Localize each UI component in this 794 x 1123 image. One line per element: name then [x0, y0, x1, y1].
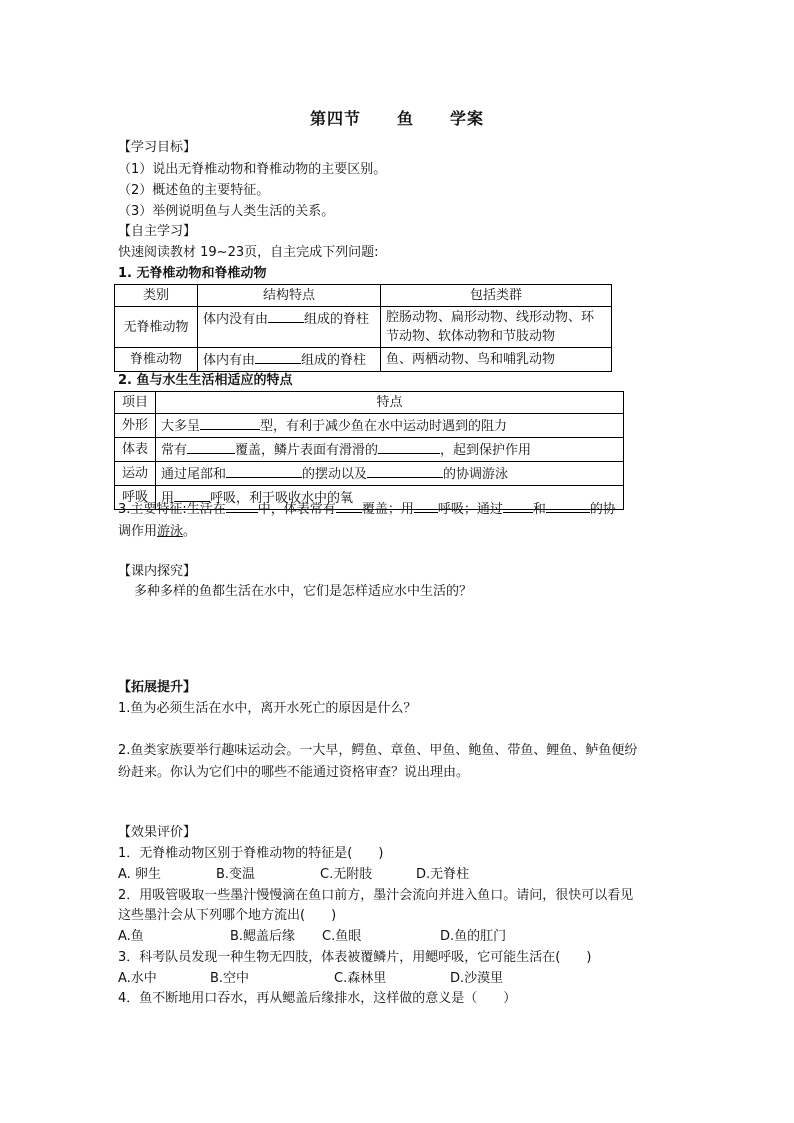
extend-question-1: 1.鱼为必须生活在水中，离开水死亡的原因是什么？: [118, 701, 417, 716]
feature-text: 通过尾部和: [161, 467, 227, 482]
fill-in-blank[interactable]: [414, 498, 438, 513]
fill-in-blank[interactable]: [378, 439, 440, 454]
option-d[interactable]: D.鱼的肛门: [440, 929, 507, 944]
fill-in-blank[interactable]: [187, 439, 235, 454]
table-cell-item: 体表: [115, 438, 156, 462]
title-topic: 鱼: [396, 109, 414, 128]
table-header: 类别: [115, 285, 198, 307]
table-cell-feature: [198, 348, 381, 372]
table-cell-item: 呼吸: [115, 486, 156, 510]
feature-text: 的摆动以及: [302, 467, 368, 482]
feature-text: 常有: [161, 443, 188, 458]
table-header: 特点: [156, 392, 624, 414]
fill-in-blank[interactable]: [268, 308, 304, 323]
option-b[interactable]: B.变温: [216, 867, 256, 882]
option-b[interactable]: B.空中: [210, 971, 250, 986]
evaluation-heading: 【效果评价】: [118, 825, 197, 840]
question-1-title: 1. 无脊椎动物和脊椎动物: [118, 266, 267, 281]
q3-text: 覆盖；用: [361, 502, 414, 517]
goals-heading: 【学习目标】: [118, 140, 197, 155]
feature-text: 的协调游泳: [443, 467, 509, 482]
option-a[interactable]: A.鱼: [118, 929, 144, 944]
question-2-title: 2. 鱼与水生生活相适应的特点: [118, 373, 293, 388]
table-row: [115, 414, 624, 438]
evaluation-question-4: 4．鱼不断地用口吞水，再从鳃盖后缘排水，这样做的意义是（ ）: [118, 991, 517, 1006]
q3-text: 的协: [589, 502, 616, 517]
question-3-main-features: [118, 498, 678, 543]
option-a[interactable]: A. 卵生: [118, 867, 161, 882]
feature-text: 型，有利于减少鱼在水中运动时遇到的阻力: [260, 419, 508, 434]
fish-adaptation-table: [114, 391, 624, 510]
table-cell-category: 无脊椎动物: [115, 307, 198, 348]
table-cell-item: 外形: [115, 414, 156, 438]
feature-text: 用: [161, 491, 175, 506]
table-cell-item: 运动: [115, 462, 156, 486]
table-cell-feature: [198, 307, 381, 348]
feature-text: 覆盖，鳞片表面有滑滑的: [235, 443, 379, 458]
feature-text: 体内没有由: [203, 312, 269, 327]
self-study-intro: 快速阅读教材 19~23页，自主完成下列问题:: [118, 245, 379, 260]
table-row: [115, 438, 624, 462]
table-cell-groups: 鱼、两栖动物、鸟和哺乳动物: [381, 348, 612, 372]
table-row: [115, 307, 612, 348]
evaluation-question-2-line-2: 这些墨汁会从下列哪个地方流出( ): [118, 908, 337, 923]
table-row: [115, 462, 624, 486]
table-cell-groups: 腔肠动物、扁形动物、线形动物、环节动物、软体动物和节肢动物: [381, 307, 612, 348]
option-c[interactable]: C.鱼眼: [322, 929, 362, 944]
q3-text: 调作用: [118, 524, 158, 539]
feature-text: 呼吸，利于吸收水中的氧: [210, 491, 354, 506]
q3-text: 。: [183, 524, 197, 539]
table-header: 包括类群: [381, 285, 612, 307]
q3-text: 3.主要特征:生活在: [118, 502, 226, 517]
feature-text: 组成的脊柱: [304, 312, 370, 327]
table-cell-feature: [156, 414, 624, 438]
table-header: 项目: [115, 392, 156, 414]
fill-in-blank[interactable]: [336, 498, 362, 513]
vertebrate-table: [114, 284, 612, 372]
q3-text: 中，体表常有: [257, 502, 336, 517]
table-cell-feature: [156, 438, 624, 462]
explore-heading: 【课内探究】: [118, 564, 197, 579]
evaluation-question-3: 3．科考队员发现一种生物无四肢，体表被覆鳞片，用鳃呼吸，它可能生活在( ): [118, 950, 592, 965]
evaluation-question-1: 1．无脊椎动物区别于脊椎动物的特征是( ): [118, 846, 384, 861]
option-b[interactable]: B.鳃盖后缘: [230, 929, 296, 944]
table-row: [115, 348, 612, 372]
option-a[interactable]: A.水中: [118, 971, 157, 986]
self-study-heading: 【自主学习】: [118, 224, 197, 239]
feature-text: 体内有由: [203, 353, 256, 368]
feature-text: 大多呈: [161, 419, 201, 434]
title-section: 第四节: [309, 109, 361, 128]
q3-text: 呼吸；通过: [437, 502, 503, 517]
fill-in-blank[interactable]: [226, 498, 258, 513]
fill-in-blank[interactable]: [200, 415, 260, 430]
fill-in-blank[interactable]: [255, 349, 301, 364]
extend-question-2-line-2: 纷赶来。你认为它们中的哪些不能通过资格审查？说出理由。: [118, 765, 470, 780]
table-cell-category: 脊椎动物: [115, 348, 198, 372]
question-2-options: [118, 928, 506, 946]
title-type: 学案: [450, 109, 485, 128]
question-3-options: [118, 970, 503, 988]
fill-in-blank[interactable]: [546, 498, 590, 513]
feature-text: 组成的脊柱: [301, 353, 367, 368]
option-d[interactable]: D.无脊柱: [416, 867, 470, 882]
option-c[interactable]: C.无附肢: [320, 867, 373, 882]
table-cell-feature: [156, 462, 624, 486]
goal-item: （2）概述鱼的主要特征。: [118, 183, 270, 198]
table-header: 结构特点: [198, 285, 381, 307]
fill-in-blank[interactable]: [503, 498, 533, 513]
goal-item: （3）举例说明鱼与人类生活的关系。: [118, 204, 335, 219]
q3-text: 和: [532, 502, 546, 517]
feature-text: ，起到保护作用: [440, 443, 532, 458]
fill-in-blank[interactable]: [226, 463, 302, 478]
extend-question-2-line-1: 2.鱼类家族要举行趣味运动会。一大早，鳄鱼、章鱼、甲鱼、鲍鱼、带鱼、鲤鱼、鲈鱼便纷: [118, 743, 638, 758]
fill-in-blank[interactable]: [367, 463, 443, 478]
evaluation-question-2-line-1: 2．用吸管吸取一些墨汁慢慢滴在鱼口前方，墨汁会流向并进入鱼口。请问，很快可以看见: [118, 888, 634, 903]
extend-heading: 【拓展提升】: [118, 680, 197, 695]
option-d[interactable]: D.沙漠里: [450, 971, 504, 986]
question-1-options: [118, 866, 469, 884]
q3-underlined-text: 游泳: [157, 524, 184, 539]
explore-question: 多种多样的鱼都生活在水中，它们是怎样适应水中生活的？: [134, 584, 473, 599]
page-title: [0, 106, 794, 129]
goal-item: （1）说出无脊椎动物和脊椎动物的主要区别。: [118, 162, 387, 177]
option-c[interactable]: C.森林里: [334, 971, 387, 986]
